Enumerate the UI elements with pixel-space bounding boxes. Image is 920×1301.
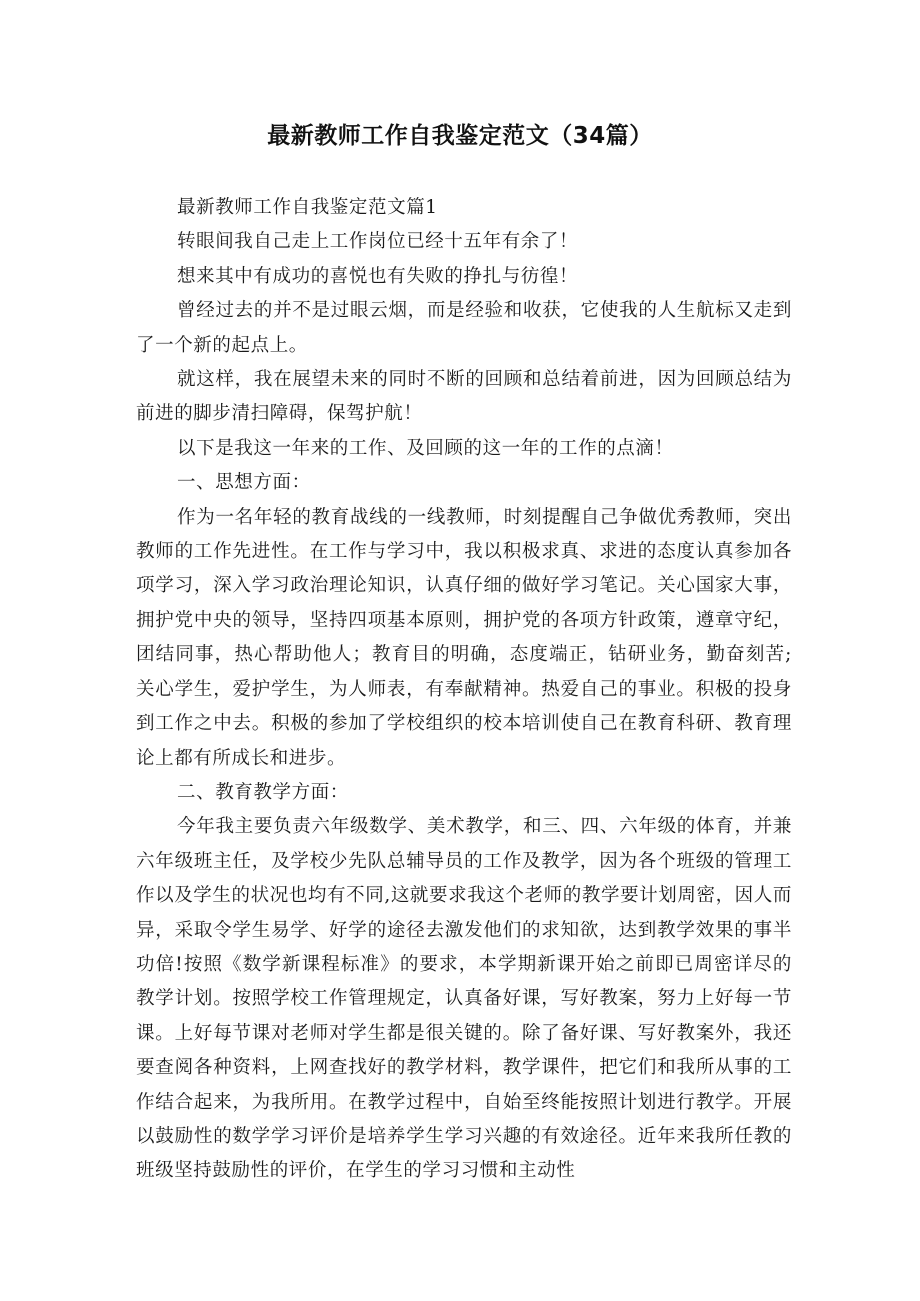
paragraph: 转眼间我自己走上工作岗位已经十五年有余了！ [177,231,579,253]
section-heading: 二、教育教学方面： [177,781,349,803]
paragraph: 作为一名年轻的教育战线的一线教师，时刻提醒自己争做优秀教师，突出教师的工作先进性。在工作与学习中，我以积极求真、求进的态度认真参加各项学习，深入学习政治理论知识，认真仔细的做好学习笔记。关心国家大事，拥护党中央的领导，坚持四项基本原则，拥护党的各项方针政策，遵章守纪，团结同事，热心帮助他人；教育目的明确，态度端正，钻研业务，勤奋刻苦;关心学生，爱护学生，为人师表，有奉献精神。热爱自己的事业。积极的投身到工作之中去。积极的参加了学校组织的校本培训使自己在教育科研、教育理论上都有所成长和进步。 [136,506,792,769]
paragraph: 想来其中有成功的喜悦也有失败的挣扎与彷徨！ [177,265,579,287]
section-heading: 一、思想方面： [177,472,311,494]
section-heading: 最新教师工作自我鉴定范文篇1 [177,197,438,218]
paragraph: 就这样，我在展望未来的同时不断的回顾和总结着前进，因为回顾总结为前进的脚步清扫障碍，保驾护航！ [136,369,792,425]
paragraph: 以下是我这一年来的工作、及回顾的这一年的工作的点滴！ [177,437,674,459]
document-title: 最新教师工作自我鉴定范文（34篇） [267,123,653,149]
paragraph: 曾经过去的并不是过眼云烟，而是经验和收获，它使我的人生航标又走到了一个新的起点上。 [136,300,792,356]
document-body [136,191,792,1189]
paragraph: 今年我主要负责六年级数学、美术教学，和三、四、六年级的体育，并兼六年级班主任，及学校少先队总辅导员的工作及教学，因为各个班级的管理工作以及学生的状况也均有不同,这就要求我这个老师的教学要计划周密，因人而异，采取令学生易学、好学的途径去激发他们的求知欲，达到教学效果的事半功倍!按照《数学新课程标准》的要求，本学期新课开始之前即已周密详尽的教学计划。按照学校工作管理规定，认真备好课，写好教案，努力上好每一节课。上好每节课对老师对学生都是很关键的。除了备好课、写好教案外，我还要查阅各种资料，上网查找好的教学材料，教学课件，把它们和我所从事的工作结合起来，为我所用。在教学过程中，自始至终能按照计划进行教学。开展以鼓励性的数学学习评价是培养学生学习兴趣的有效途径。近年来我所任教的班级坚持鼓励性的评价，在学生的学习习惯和主动性 [136,816,792,1182]
